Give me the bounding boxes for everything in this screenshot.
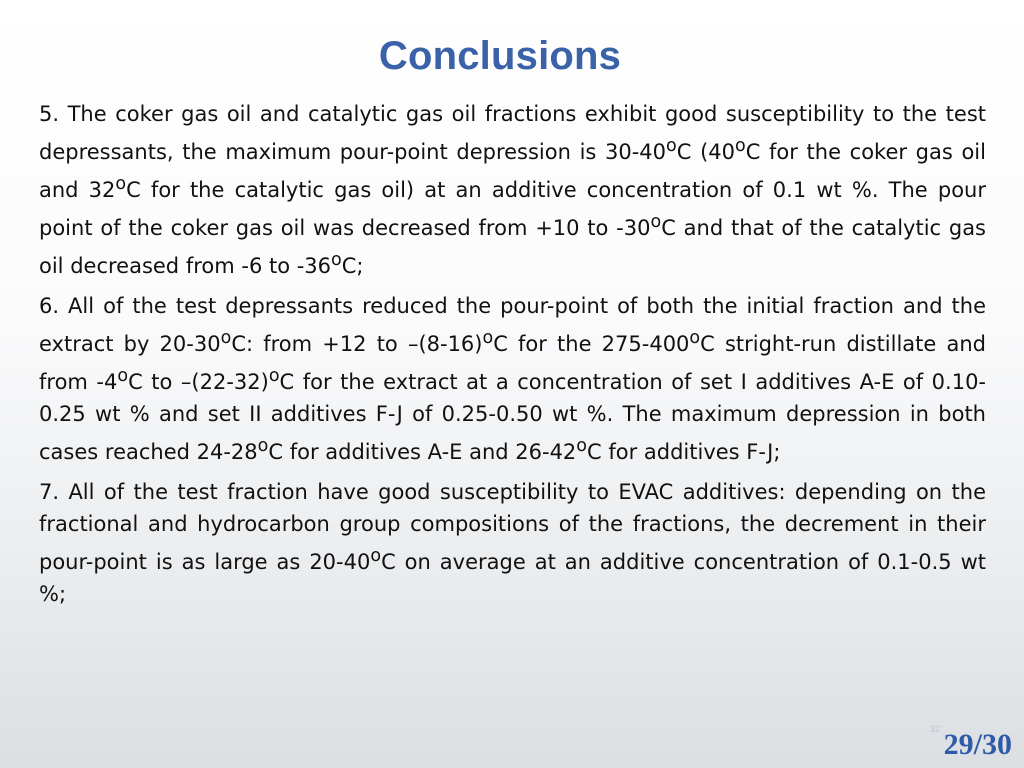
conclusion-point-6: 6. All of the test depressants reduced the pour-point of both the initial fraction and the extract by 20-30$^o$C: from +12 to $-(8-16)^oC$ for the 275-400$^o$C stright-run distillate and from -4$^o$C to $-(22-32)^oC$ for the extract at a concentration of set I additives A-E of 0.10-0.25 wt % and set II additives F-J of 0.25-0.50 wt %. The maximum depression in both cases reached 24-28$^o$C for additives A-E and 26-42$^o$C for additives F-J; [39,294,987,464]
page-number: 29/30 [943,728,1012,761]
slide-number-small: 32 [929,724,940,734]
slide-title: Conclusions [378,34,622,78]
conclusion-point-5: 5. The coker gas oil and catalytic gas oil fractions exhibit good susceptibility to the test depressants, the maximum pour-point depression is 30-40$^o$C (40$^o$C for the coker gas oil and 32$^o$C for the catalytic gas oil) at an additive concentration of 0.1 wt %. The pour point of the coker gas oil was decreased from +10 to -30$^o$C and that of the catalytic gas oil decreased from -6 to -36$^o$C; [39,102,987,278]
conclusion-point-7: 7. All of the test fraction have good susceptibility to EVAC additives: depending on the fractional and hydrocarbon group compositions of the fractions, the decrement in their pour-point is as large as 20-40$^o$C on average at an additive concentration of 0.1-0.5 wt %; [39,480,987,606]
conclusions-list [39,98,986,618]
